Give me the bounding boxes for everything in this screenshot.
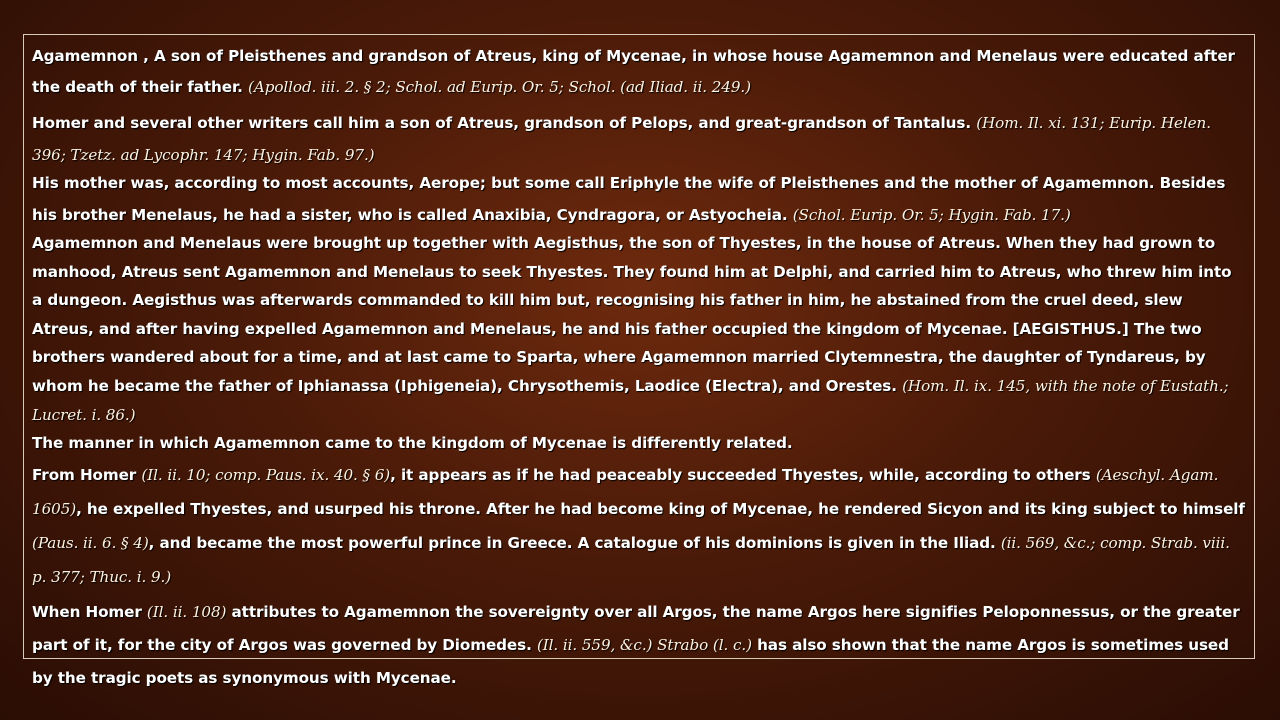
body-text: From Homer <box>32 466 142 485</box>
body-text: The manner in which Agamemnon came to the kingdom of Mycenae is differently related. <box>32 434 793 453</box>
citation-text: (Paus. ii. 6. § 4) <box>32 534 149 553</box>
citation-text: (Hom. Il. xi. 131; Eurip. Helen. 396; Tzetz. ad Lycophr. 147; Hygin. Fab. 97.) <box>32 114 1211 164</box>
body-text: , he expelled Thyestes, and usurped his throne. After he had become king of Mycenae, he rendered Sicyon and its king subject to himself <box>76 500 1245 519</box>
citation-text: (Hom. Il. ix. 145, with the note of Eustath.; Lucret. i. 86.) <box>32 376 1229 424</box>
paragraph-7 <box>32 596 1246 695</box>
body-text: Homer and several other writers call him a son of Atreus, grandson of Pelops, and great-grandson of Tantalus. <box>32 114 977 132</box>
paragraph-3 <box>32 167 1246 231</box>
body-text: When Homer <box>32 603 147 622</box>
citation-text: (ii. 569, &c.; comp. Strab. viii. p. 377; Thuc. i. 9.) <box>32 534 1230 587</box>
paragraph-2 <box>32 107 1246 171</box>
citation-text: (Il. ii. 10; comp. Paus. ix. 40. § 6) <box>141 466 391 485</box>
body-text: , it appears as if he had peaceably succeeded Thyestes, while, according to others <box>390 466 1096 485</box>
paragraph-6 <box>32 458 1246 594</box>
paragraph-5 <box>32 429 1246 457</box>
paragraph-1 <box>32 41 1246 103</box>
citation-text: (Il. ii. 108) <box>146 603 227 622</box>
citation-text: (Schol. Eurip. Or. 5; Hygin. Fab. 17.) <box>792 206 1071 224</box>
paragraph-4 <box>32 229 1246 429</box>
body-text: attributes to Agamemnon the sovereignty over all Argos, the name Argos here signifies Peloponnessus, or the greater part of it, for the city of Argos was governed by Diomedes. <box>32 603 1240 655</box>
citation-text: (Il. ii. 559, &c.) Strabo (l. c.) <box>536 636 752 655</box>
citation-text: (Apollod. iii. 2. § 2; Schol. ad Eurip. Or. 5; Schol. (ad Iliad. ii. 249.) <box>248 78 751 96</box>
body-text: has also shown that the name Argos is sometimes used by the tragic poets as synonymous with Mycenae. <box>32 636 1229 688</box>
body-text: Agamemnon and Menelaus were brought up together with Aegisthus, the son of Thyestes, in the house of Atreus. When they had grown to manhood, Atreus sent Agamemnon and Menelaus to seek Thyestes. They found him at Delphi, and carried him to Atreus, who threw him into a dungeon. Aegisthus was afterwards commanded to kill him but, recognising his father in him, he abstained from the cruel deed, slew Atreus, and after having expelled Agamemnon and Menelaus, he and his father occupied the kingdom of Mycenae. [AEGISTHUS.] The two brothers wandered about for a time, and at last came to Sparta, where Agamemnon married Clytemnestra, the daughter of Tyndareus, by whom he became the father of Iphianassa (Iphigeneia), Chrysothemis, Laodice (Electra), and Orestes. <box>32 234 1232 395</box>
body-text: Agamemnon , A son of Pleisthenes and grandson of Atreus, king of Mycenae, in whose house Agamemnon and Menelaus were educated after the death of their father. <box>32 47 1235 96</box>
body-text: His mother was, according to most accounts, Aerope; but some call Eriphyle the wife of Pleisthenes and the mother of Agamemnon. Besides his brother Menelaus, he had a sister, who is called Anaxibia, Cyndragora, or Astyocheia. <box>32 174 1226 224</box>
citation-text: (Aeschyl. Agam. 1605) <box>32 466 1219 519</box>
text-panel <box>23 34 1255 688</box>
body-text: , and became the most powerful prince in Greece. A catalogue of his dominions is given in the Iliad. <box>148 534 1001 553</box>
